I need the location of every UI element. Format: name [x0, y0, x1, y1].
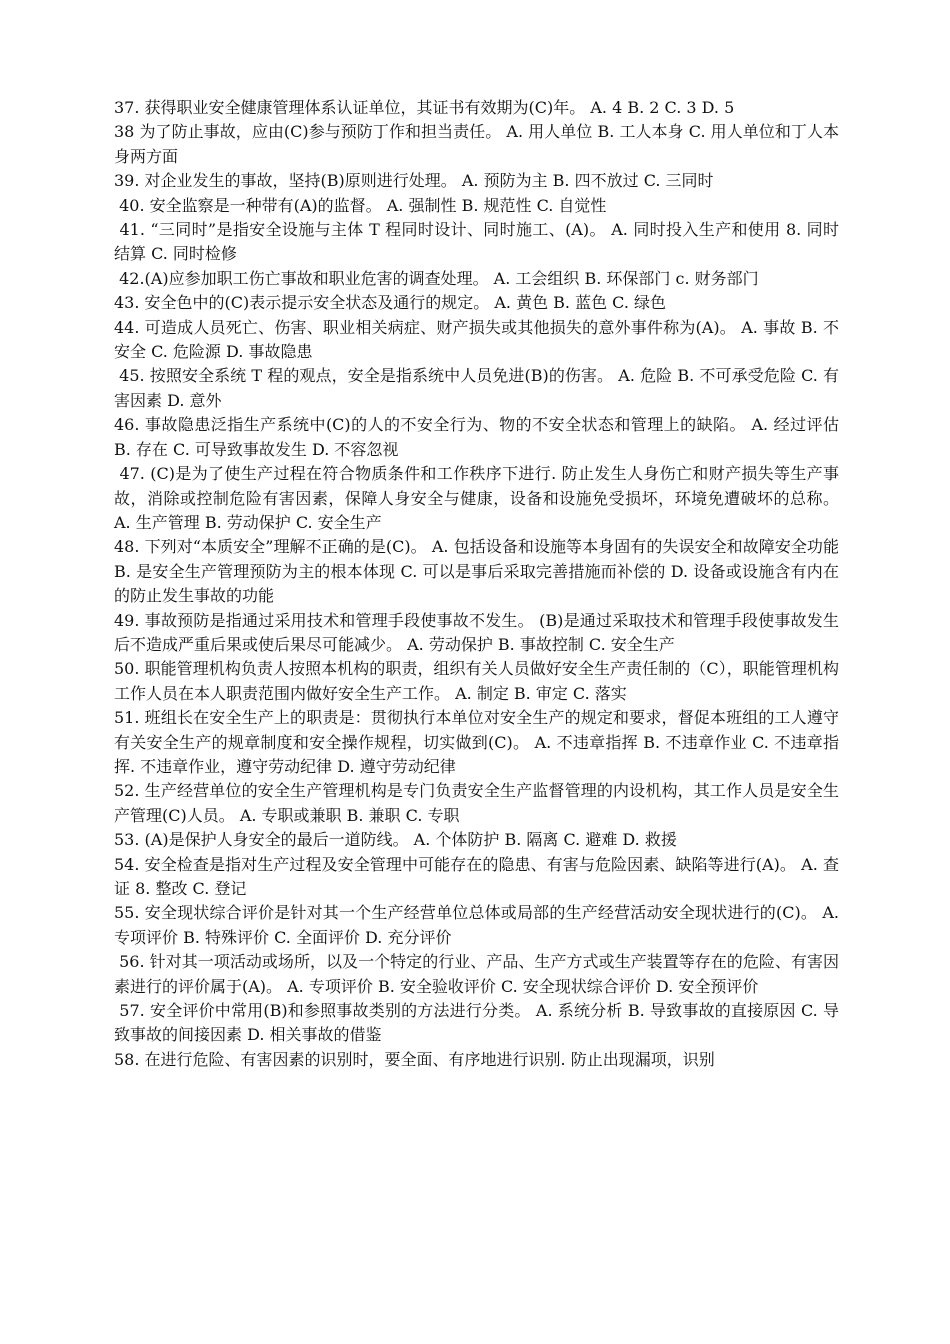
question-paragraph: 51. 班组长在安全生产上的职责是：贯彻执行本单位对安全生产的规定和要求，督促本班组的工人遵守有关安全生产的规章制度和安全操作规程，切实做到(C)。 A. 不违章指挥 B. 不违章作业 C. 不违章指挥. 不违章作业，遵守劳动纪律 D. 遵守劳动纪律: [114, 708, 839, 776]
question-paragraph: 38 为了防止事故，应由(C)参与预防丁作和担当责任。 A. 用人单位 B. 工人本身 C. 用人单位和丁人本身两方面: [114, 122, 839, 166]
question-paragraph: 42.(A)应参加职工伤亡事故和职业危害的调查处理。 A. 工会组织 B. 环保部门 c. 财务部门: [114, 268, 759, 288]
question-paragraph: 54. 安全检查是指对生产过程及安全管理中可能存在的隐患、有害与危险因素、缺陷等进行(A)。 A. 查证 8. 整改 C. 登记: [114, 854, 839, 898]
question-paragraph: 44. 可造成人员死亡、伤害、职业相关病症、财产损失或其他损失的意外事件称为(A)。 A. 事故 B. 不安全 C. 危险源 D. 事故隐患: [114, 317, 839, 362]
question-paragraph: 49. 事故预防是指通过采用技术和管理手段使事故不发生。 (B)是通过采取技术和管理手段使事故发生后不造成严重后果或使后果尽可能减少。 A. 劳动保护 B. 事故控制 C. 安全生产: [114, 610, 839, 654]
question-paragraph: 52. 生产经营单位的安全生产管理机构是专门负责安全生产监督管理的内设机构，其工作人员是安全生产管理(C)人员。 A. 专职或兼职 B. 兼职 C. 专职: [114, 781, 839, 825]
question-paragraph: 53. (A)是保护人身安全的最后一道防线。 A. 个体防护 B. 隔离 C. 避难 D. 救援: [114, 830, 677, 850]
question-paragraph: 47. (C)是为了使生产过程在符合物质条件和工作秩序下进行. 防止发生人身伤亡和财产损失等生产事故，消除或控制危险有害因素，保障人身安全与健康，设备和设施免受损坏，环境免遭破坏的总称。 A. 生产管理 B. 劳动保护 C. 安全生产: [114, 464, 845, 532]
question-paragraph: 45. 按照安全系统 T 程的观点，安全是指系统中人员免进(B)的伤害。 A. 危险 B. 不可承受危险 C. 有害因素 D. 意外: [114, 366, 839, 410]
question-paragraph: 40. 安全监察是一种带有(A)的监督。 A. 强制性 B. 规范性 C. 自觉性: [114, 195, 607, 215]
question-paragraph: 50. 职能管理机构负责人按照本机构的职责，组织有关人员做好安全生产责任制的（C），职能管理机构工作人员在本人职责范围内做好安全生产工作。 A. 制定 B. 审定 C. 落实: [114, 659, 839, 703]
question-paragraph: 57. 安全评价中常用(B)和参照事故类别的方法进行分类。 A. 系统分析 B. 导致事故的直接原因 C. 导致事故的间接因素 D. 相关事故的借鉴: [114, 1001, 839, 1045]
question-paragraph: 58. 在进行危险、有害因素的识别时，要全面、有序地进行识别. 防止出现漏项，识别: [114, 1049, 715, 1069]
document-page: [114, 96, 845, 1072]
question-paragraph: 48. 下列对“本质安全”理解不正确的是(C)。 A. 包括设备和设施等本身固有的失误安全和故障安全功能 B. 是安全生产管理预防为主的根本体现 C. 可以是事后采取完善措施而补偿的 D. 设备或设施含有内在的防止发生事故的功能: [114, 537, 845, 606]
question-paragraph: 39. 对企业发生的事故，坚持(B)原则进行处理。 A. 预防为主 B. 四不放过 C. 三同时: [114, 171, 714, 191]
question-paragraph: 43. 安全色中的(C)表示提示安全状态及通行的规定。 A. 黄色 B. 蓝色 C. 绿色: [114, 293, 667, 313]
question-paragraph: 55. 安全现状综合评价是针对其一个生产经营单位总体或局部的生产经营活动安全现状进行的(C)。 A. 专项评价 B. 特殊评价 C. 全面评价 D. 充分评价: [114, 903, 845, 947]
question-paragraph: 37. 获得职业安全健康管理体系认证单位，其证书有效期为(C)年。 A. 4 B. 2 C. 3 D. 5: [114, 98, 735, 117]
question-paragraph: 46. 事故隐患泛指生产系统中(C)的人的不安全行为、物的不安全状态和管理上的缺陷。 A. 经过评估 B. 存在 C. 可导致事故发生 D. 不容忽视: [114, 415, 845, 459]
question-paragraph: 41. “三同时”是指安全设施与主体 T 程同时设计、同时施工、(A)。 A. 同时投入生产和使用 8. 同时结算 C. 同时检修: [114, 220, 839, 264]
question-paragraph: 56. 针对其一项活动或场所，以及一个特定的行业、产品、生产方式或生产装置等存在的危险、有害因素进行的评价属于(A)。 A. 专项评价 B. 安全验收评价 C. 安全现状综合评价 D. 安全预评价: [114, 952, 839, 996]
